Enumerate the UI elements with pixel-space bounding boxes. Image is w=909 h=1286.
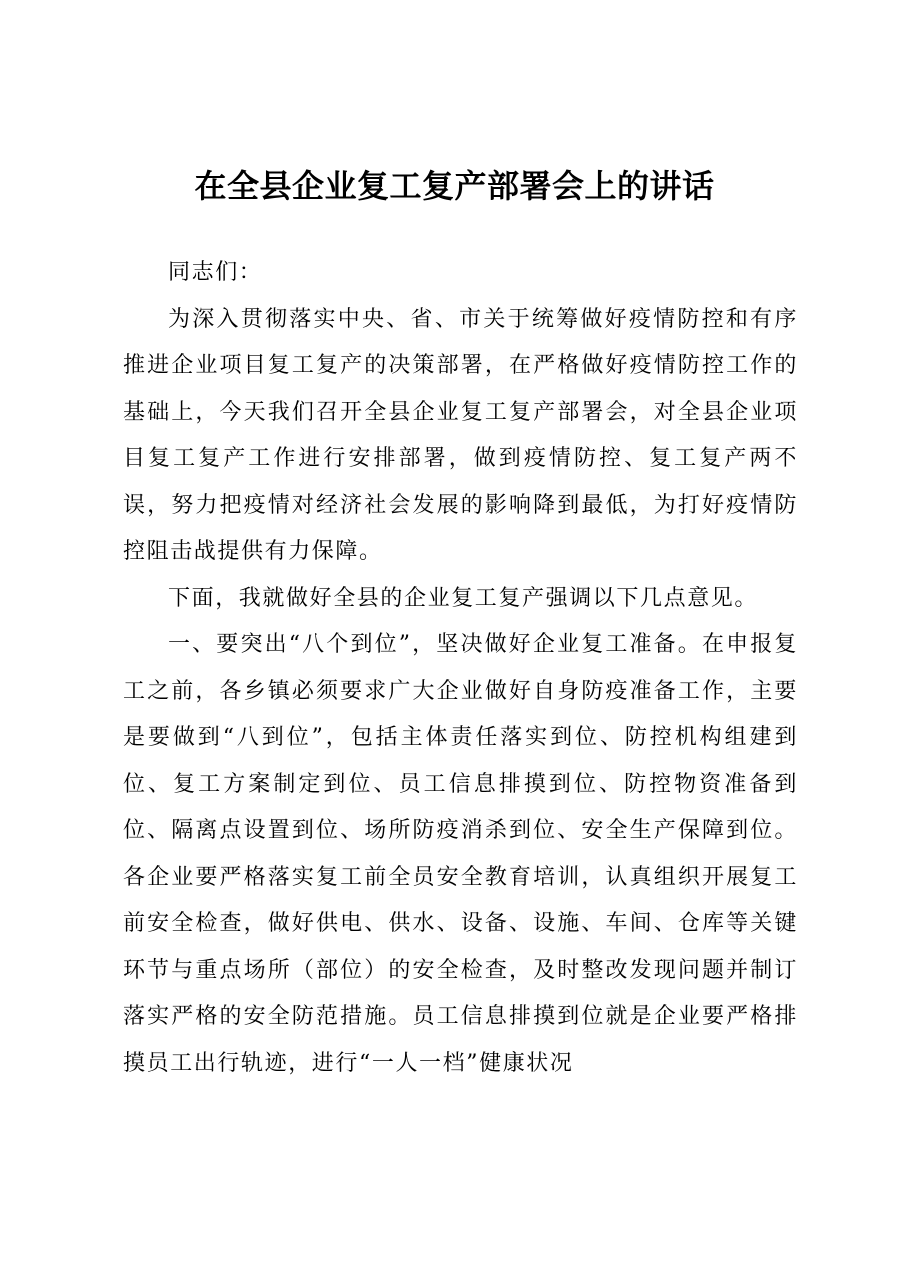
document-title: 在全县企业复工复产部署会上的讲话 xyxy=(194,167,715,205)
section-one-paragraph: 一、要突出“八个到位”，坚决做好企业复工准备。在申报复工之前，各乡镇必须要求广大企业做好自身防疫准备工作，主要是要做到“八到位”，包括主体责任落实到位、防控机构组建到位、复工方案制定到位、员工信息排摸到位、防控物资准备到位、隔离点设置到位、场所防疫消杀到位、安全生产保障到位。各企业要严格落实复工前全员安全教育培训，认真组织开展复工前安全检查，做好供电、供水、设备、设施、车间、仓库等关键环节与重点场所（部位）的安全检查，及时整改发现问题并制订落实严格的安全防范措施。员工信息排摸到位就是企业要严格排摸员工出行轨迹，进行“一人一档”健康状况 xyxy=(123,632,798,1076)
intro-paragraph: 为深入贯彻落实中央、省、市关于统筹做好疫情防控和有序推进企业项目复工复产的决策部署，在严格做好疫情防控工作的基础上，今天我们召开全县企业复工复产部署会，对全县企业项目复工复产工作进行安排部署，做到疫情防控、复工复产两不误，努力把疫情对经济社会发展的影响降到最低，为打好疫情防控阻击战提供有力保障。 xyxy=(123,306,798,564)
salutation-paragraph: 同志们： xyxy=(168,260,263,285)
document-body xyxy=(123,250,798,1087)
transition-paragraph: 下面，我就做好全县的企业复工复产强调以下几点意见。 xyxy=(168,585,759,611)
